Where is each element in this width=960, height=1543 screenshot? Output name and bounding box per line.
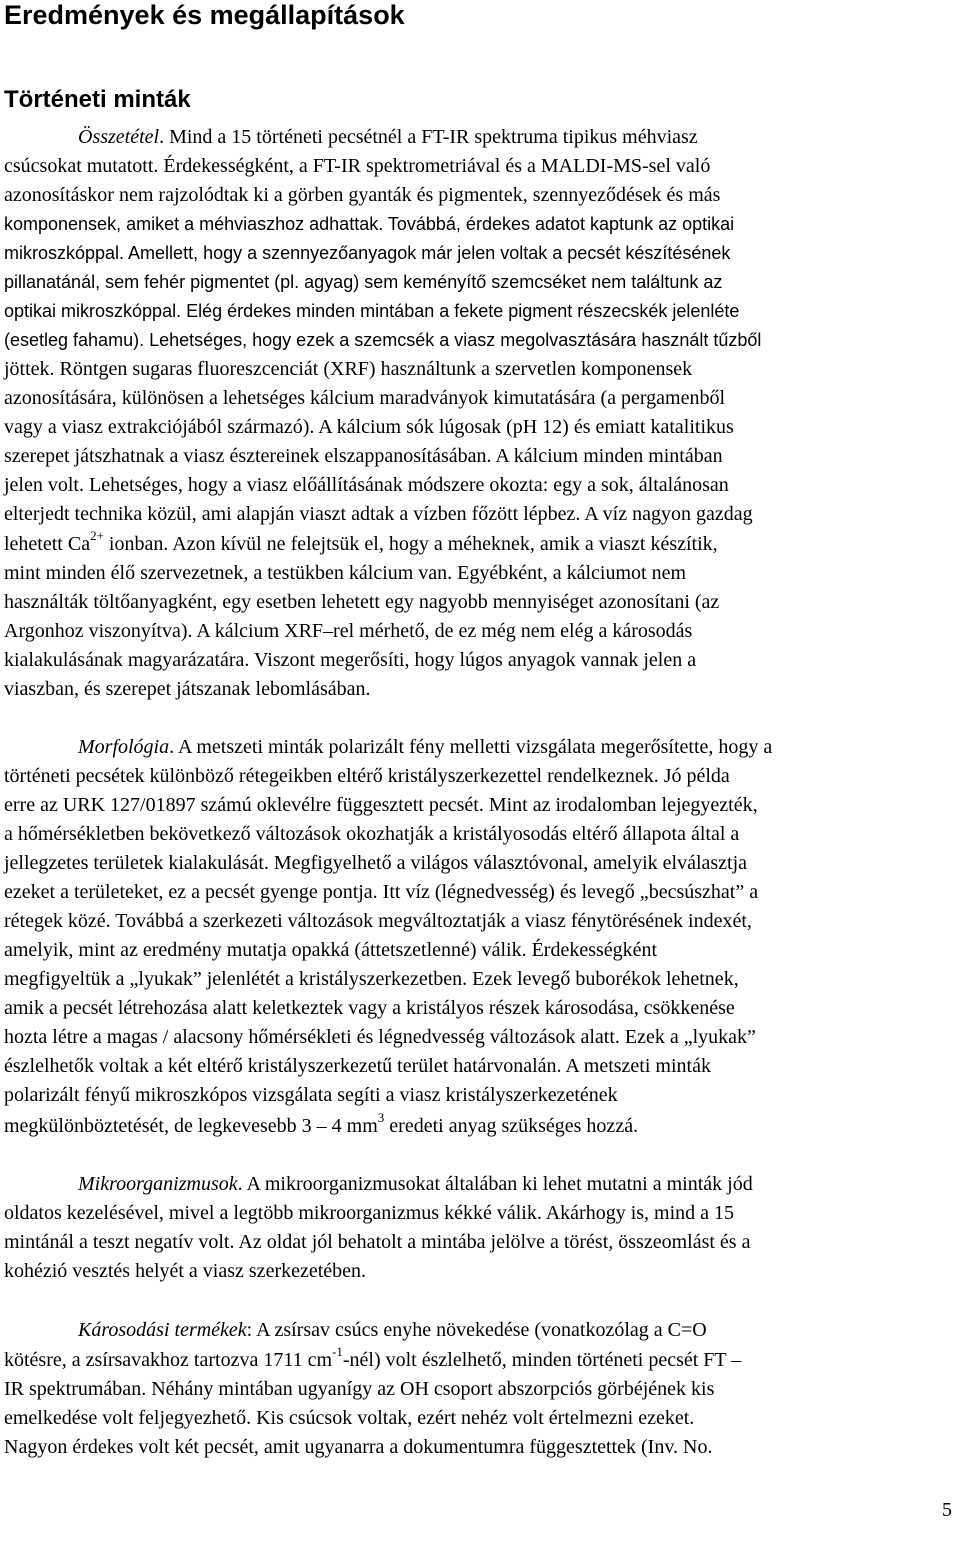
text-line [4,530,718,559]
text-line [4,1404,694,1433]
text-span: mikroszkóppal. Amellett, hogy a szennyezőanyagok már jelen voltak a pecsét készítésének [4,243,731,263]
text-span: amelyik, mint az eredmény mutatja opakká (áttetszetlenné) válik. Érdekességként [4,939,658,961]
text-line [4,268,722,297]
text-span: használták töltőanyagként, egy esetben lehetett egy nagyobb mennyiséget azonosítani (az [4,591,720,613]
text-line [4,1199,734,1228]
text-span: : A zsírsav csúcs enyhe növekedése (vonatkozólag a C=O [246,1319,707,1341]
text-line [4,413,734,442]
text-span: erre az URK 127/01897 számú oklevélre függesztett pecsét. Mint az irodalomban lejegyezték, [4,794,758,816]
text-span: észlelhetők voltak a két eltérő kristályszerkezetű terület határvonalán. A metszeti minták [4,1055,711,1077]
text-span: mintánál a teszt negatív volt. Az oldat jól behatolt a mintába jelölve a törést, összeomlást és a [4,1231,751,1253]
text-line [78,733,772,762]
text-span: szerepet játszhatnak a viasz észtereinek elszappanosításában. A kálcium minden mintában [4,445,723,467]
text-span: . A metszeti minták polarizált fény melletti vizsgálata megerősítette, hogy a [169,736,773,758]
text-line [4,1112,638,1141]
text-span: Érdekességként, a FT-IR spektrometriával és a MALDI-MS-sel való [163,155,711,177]
text-line [4,617,692,646]
text-span: megkülönböztetését, de legkevesebb 3 – 4 mm [4,1115,378,1137]
text-span: lehetett Ca [4,533,91,555]
text-line [4,646,696,675]
text-line [4,442,723,471]
text-line [4,500,753,529]
text-line [4,994,735,1023]
text-span: oldatos kezelésével, mivel a legtöbb mikroorganizmus kékké válik. Akárhogy is, mind a 15 [4,1202,735,1224]
text-span: elterjedt technika közül, ami alapján viaszt adtak a vízben főzött lépbez. A víz nagyon gazdag [4,503,753,525]
text-line [4,152,710,181]
paragraph-label: Károsodási termékek [78,1319,247,1341]
page-number: 5 [942,1499,952,1521]
text-span: . Mind a 15 történeti pecsétnél a FT-IR spektruma tipikus méhviasz [159,126,698,148]
text-span: optikai mikroszkóppal. Elég érdekes minden mintában a fekete pigment részecskék jelenléte [4,301,740,321]
text-line [4,559,686,588]
text-line [4,936,657,965]
text-line [4,1081,618,1110]
text-line [78,1170,753,1199]
text-line [78,1316,707,1345]
text-span: csúcsokat mutatott. [4,155,164,177]
text-line [4,849,747,878]
paragraph-label: Összetétel [78,126,160,148]
text-span: a hőmérsékletben bekövetkező változások okozhatják a kristályosodás eltérő állapota által a [4,823,740,845]
text-line [4,355,692,384]
text-line [4,210,734,239]
text-line [4,675,371,704]
text-line [4,965,739,994]
text-span: komponensek, amiket a méhviaszhoz adhattak. Továbbá, érdekes adatot kaptunk az optikai [4,214,735,234]
text-span: emelkedése volt feljegyezhető. Kis csúcsok voltak, ezért nehéz volt értelmezni ezeket. [4,1407,695,1429]
section-heading: Történeti minták [4,86,191,113]
text-line [4,181,720,210]
text-line [4,820,739,849]
text-line [4,471,729,500]
paragraph-label: Mikroorganizmusok [78,1173,238,1195]
text-span: -nél) volt észlelhető, minden történeti pecsét FT – [342,1349,742,1371]
text-span: amik a pecsét létrehozása alatt keletkeztek vagy a kristályos részek károsodása, csökkenése [4,997,735,1019]
text-span: polarizált fényű mikroszkópos vizsgálata segíti a viasz kristályszerkezetének [4,1084,618,1106]
text-span: jöttek. Röntgen sugaras fluoreszcenciát (XRF) használtunk a szervetlen komponensek [4,358,693,380]
text-span: jelen volt. Lehetséges, hogy a viasz előállításának módszere okozta: egy a sok, általánosan [4,474,729,496]
text-span: viaszban, és szerepet játszanak lebomlásában. [4,678,371,700]
text-span: azonosítására, különösen a lehetséges kálcium maradványok kimutatására (a pergamenből [4,387,726,409]
text-span: eredeti anyag szükséges hozzá. [384,1115,639,1137]
text-span: hozta létre a magas / alacsony hőmérsékleti és légnedvesség változások alatt. Ezek a „lyukak” [4,1026,756,1048]
text-line [4,588,719,617]
text-span: ezeket a területeket, ez a pecsét gyenge pontja. Itt víz (légnedvesség) és levegő „becsúszhat” a [4,881,759,903]
text-span: jellegzetes területek kialakulását. Megfigyelhető a világos választóvonal, amelyik elválasztja [4,852,748,874]
text-span: kohézió vesztés helyét a viasz szerkezetében. [4,1260,367,1282]
superscript: -1 [332,1344,343,1359]
text-line [4,1257,366,1286]
text-span: (esetleg fahamu). Lehetséges, hogy ezek a szemcsék a viasz megolvasztására használt tűzből [4,330,762,350]
text-line [4,239,730,268]
text-line [4,1052,711,1081]
text-line [4,384,725,413]
text-span: mint minden élő szervezetnek, a testükben kálcium van. Egyébként, a kálciumot nem [4,562,687,584]
text-line [4,762,730,791]
text-line [4,1346,741,1375]
text-span: megfigyeltük a „lyukak” jelenlétét a kristályszerkezetben. Ezek levegő buborékok lehetnek, [4,968,739,990]
text-line [4,1023,756,1052]
text-span: Nagyon érdekes volt két pecsét, amit ugyanarra a dokumentumra függesztettek (Inv. No. [4,1436,713,1458]
text-line [78,123,698,152]
text-line [4,878,758,907]
text-span: kötésre, a zsírsavakhoz tartozva 1711 cm [4,1349,333,1371]
text-span: pillanatánál, sem fehér pigmentet (pl. agyag) sem keményítő szemcséket nem találtunk az [4,272,723,292]
text-span: IR spektrumában. Néhány mintában ugyanígy az OH csoport abszorpciós görbéjének kis [4,1378,715,1400]
text-span: kialakulásának magyarázatára. Viszont megerősíti, hogy lúgos anyagok vannak jelen a [4,649,697,671]
text-span: történeti pecsétek különböző rétegeikben eltérő kristályszerkezettel rendelkeznek. Jó példa [4,765,730,787]
superscript: 2+ [90,528,104,543]
text-span: rétegek közé. Továbbá a szerkezeti változások megváltoztatják a viasz fénytörésének indexét, [4,910,752,932]
text-line [4,326,761,355]
text-span: vagy a viasz extrakciójából származó). A kálcium sók lúgosak (pH 12) és emiatt katalitikus [4,416,734,438]
text-span: . A mikroorganizmusokat általában ki lehet mutatni a minták jód [237,1173,753,1195]
page-heading: Eredmények és megállapítások [4,0,405,30]
text-line [4,1228,750,1257]
text-line [4,1375,714,1404]
text-line [4,907,752,936]
superscript: 3 [377,1110,385,1125]
text-span: ionban. Azon kívül ne felejtsük el, hogy a méheknek, amik a viaszt készítik, [103,533,718,555]
text-line [4,1433,712,1462]
text-line [4,791,758,820]
text-line [4,297,739,326]
paragraph-label: Morfológia [78,736,170,758]
text-span: azonosításkor nem rajzolódtak ki a görben gyanták és pigmentek, szennyeződések és más [4,184,721,206]
text-span: Argonhoz viszonyítva). A kálcium XRF–rel mérhető, de ez még nem elég a károsodás [4,620,693,642]
